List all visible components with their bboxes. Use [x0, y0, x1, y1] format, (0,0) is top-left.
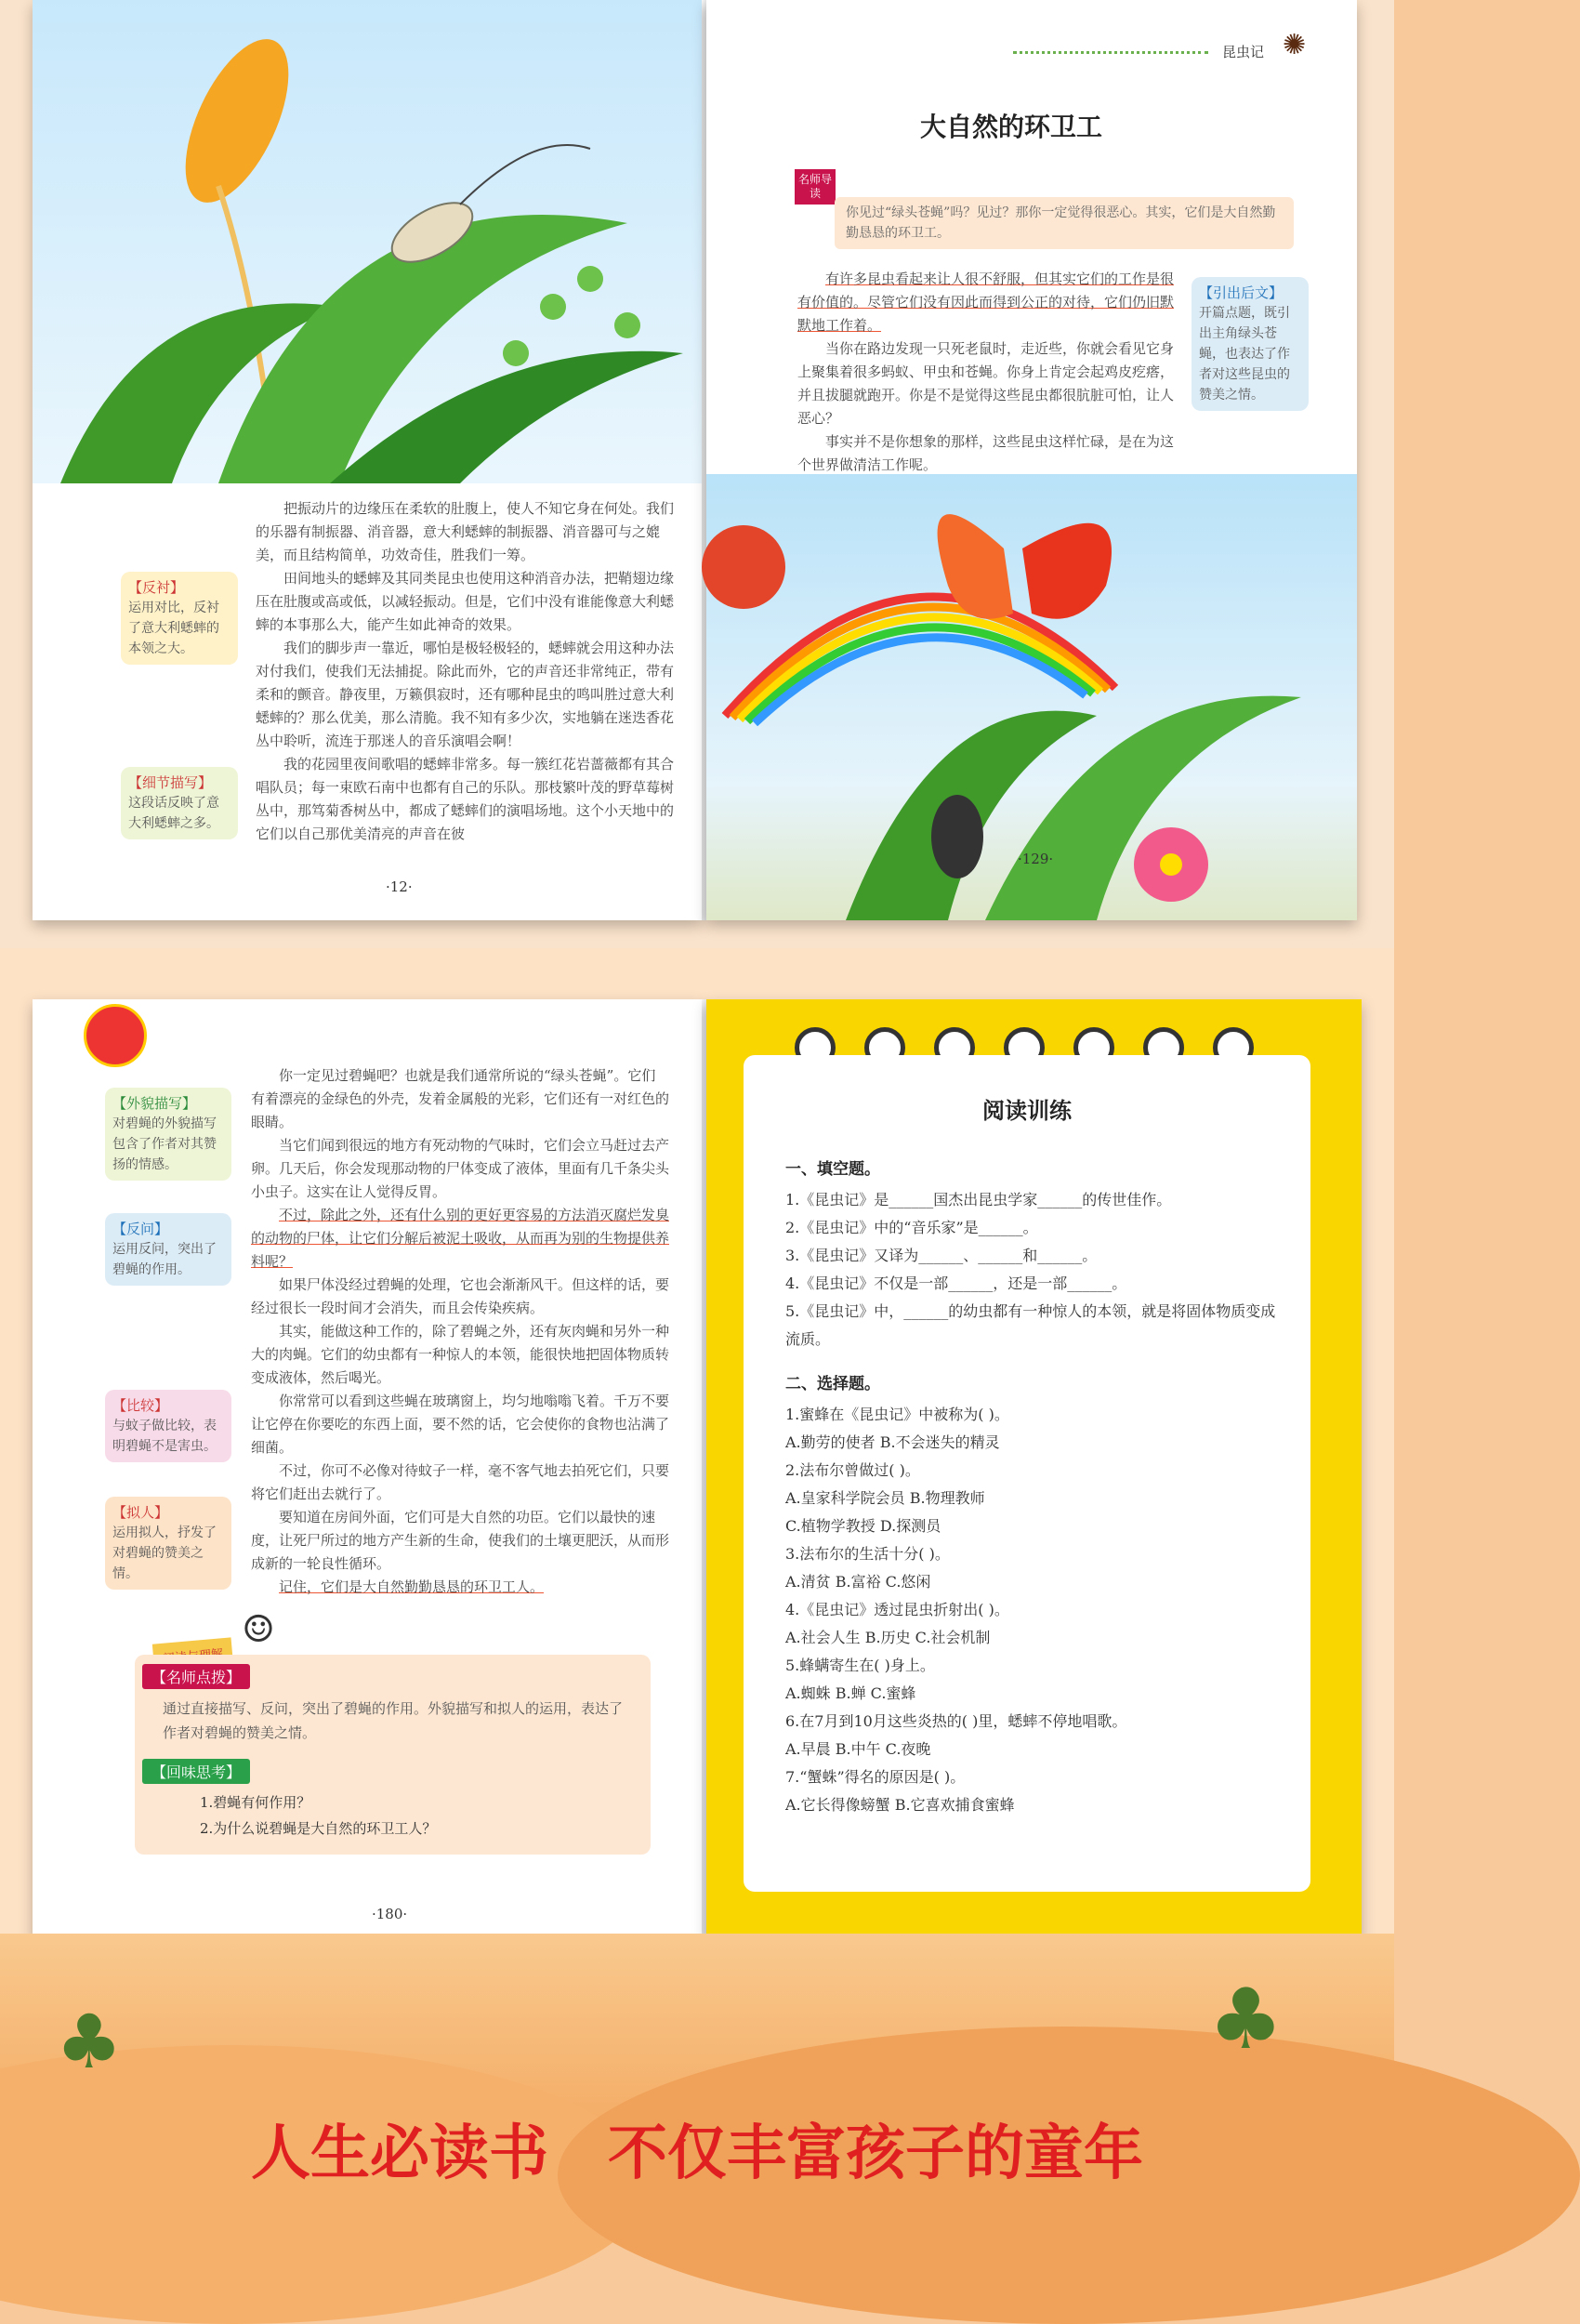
reflection-tag: 【回味思考】 — [142, 1759, 250, 1784]
page-number: ·180· — [372, 1906, 408, 1922]
quiz-question: 7.“蟹蛛”得名的原因是( )。 — [785, 1768, 966, 1786]
paragraph: 我的花园里夜间歌唱的蟋蟀非常多。每一簇红花岩蔷薇都有其合唱队员；每一束欧石南中也都有自己的乐队。那枝繁叶茂的野草莓树丛中，那笃菊香树丛中，都成了蟋蟀们的演唱场地。这个小天地中的它们以自己那优美清亮的声音在彼 — [256, 756, 675, 842]
quiz-option: C.植物学教授 D.探测员 — [785, 1517, 941, 1535]
quiz-question: 3.《昆虫记》又译为______、______和______。 — [785, 1247, 1098, 1264]
review-box — [135, 1655, 651, 1855]
quiz-option: A.皇家科学院会员 B.物理教师 — [785, 1489, 985, 1507]
note-title: 【引出后文】 — [1199, 284, 1284, 301]
header-dots — [1013, 51, 1208, 54]
desert-banner — [0, 1934, 1394, 2188]
top-right-body — [797, 268, 1178, 477]
top-left-page — [33, 0, 702, 920]
margin-note — [105, 1088, 231, 1181]
top-right-page — [706, 0, 1357, 920]
note-text: 这段话反映了意大利蟋蟀之多。 — [128, 796, 219, 831]
series-logo — [84, 1004, 147, 1067]
paragraph: 我们的脚步声一靠近，哪怕是极轻极轻的，蟋蟀就会用这种办法对付我们，使我们无法捕捉。除此而外，它的声音还非常纯正，带有柔和的颤音。静夜里，万籁俱寂时，还有哪种昆虫的鸣叫胜过意大利蟋蟀的？那么优美，那么清脆。我不知有多少次，实地躺在迷迭香花丛中聆听，流连于那迷人的音乐演唱会啊！ — [256, 640, 675, 749]
margin-note — [121, 572, 238, 665]
paragraph: 如果尸体没经过碧蝇的处理，它也会渐渐风干。但这样的话，要经过很长一段时间才会消失，而且会传染疾病。 — [251, 1276, 670, 1316]
note-text: 运用对比，反衬了意大利蟋蟀的本领之大。 — [128, 601, 219, 656]
bottom-left-body — [251, 1064, 669, 1599]
quiz-title: 阅读训练 — [982, 1097, 1072, 1124]
margin-note — [121, 767, 238, 839]
quiz-question: 2.《昆虫记》中的“音乐家”是______。 — [785, 1219, 1038, 1236]
teacher-tip-text: 通过直接描写、反问，突出了碧蝇的作用。外貌描写和拟人的运用，表达了作者对碧蝇的赞美之情。 — [163, 1700, 624, 1741]
bottom-left-page — [33, 999, 702, 1938]
quiz-question: 4.《昆虫记》透过昆虫折射出( )。 — [785, 1601, 1009, 1618]
quiz-option: A.清贫 B.富裕 C.悠闲 — [785, 1573, 931, 1591]
note-title: 【反衬】 — [128, 579, 185, 596]
note-text: 运用拟人，抒发了对碧蝇的赞美之情。 — [112, 1525, 217, 1581]
margin-note — [105, 1497, 231, 1590]
section-heading: 一、填空题。 — [785, 1160, 880, 1179]
quiz-question: 1.《昆虫记》是______国杰出昆虫学家______的传世佳作。 — [785, 1191, 1172, 1208]
underlined-text: 记住，它们是大自然勤勤恳恳的环卫工人。 — [279, 1578, 545, 1595]
page-number: ·129· — [1018, 851, 1054, 867]
note-title: 【比较】 — [112, 1397, 169, 1414]
quiz-question: 2.法布尔曾做过( )。 — [785, 1461, 920, 1479]
cricket-illustration — [33, 0, 702, 483]
paragraph: 你常常可以看到这些蝇在玻璃窗上，均匀地嗡嗡飞着。千万不要让它停在你要吃的东西上面，要不然的话，它会使你的食物也沾满了细菌。 — [251, 1393, 670, 1456]
quiz-body — [785, 1139, 1278, 1819]
margin-note — [105, 1213, 231, 1286]
note-title: 【细节描写】 — [128, 774, 213, 791]
quiz-question: 5.《昆虫记》中，______的幼虫都有一种惊人的本领，就是将固体物质变成流质。 — [785, 1302, 1276, 1348]
paragraph: 要知道在房间外面，它们可是大自然的功臣。它们以最快的速度，让死尸所过的地方产生新的生命，使我们的土壤更肥沃，从而形成新的一轮良性循环。 — [251, 1509, 670, 1572]
paragraph — [251, 1576, 669, 1599]
quiz-question: 3.法布尔的生活十分( )。 — [785, 1545, 950, 1563]
quiz-question: 6.在7月到10月这些炎热的( )里，蟋蟀不停地唱歌。 — [785, 1712, 1127, 1730]
note-title: 【反问】 — [112, 1221, 169, 1237]
paragraph: 事实并不是你想象的那样，这些昆虫这样忙碌，是在为这个世界做清洁工作呢。 — [797, 433, 1175, 473]
underlined-text: 不过，除此之外，还有什么别的更好更容易的方法消灭腐烂发臭的动物的尸体，让它们分解后被泥土吸收，从而再为别的生物提供养料呢？ — [251, 1207, 670, 1270]
reflection-item: 1.碧蝇有何作用？ — [200, 1794, 311, 1811]
article-title: 大自然的环卫工 — [920, 112, 1103, 142]
paragraph: 当它们闻到很远的地方有死动物的气味时，它们会立马赶过去产卵。几天后，你会发现那动物的尸体变成了液体，里面有几千条尖头小虫子。这实在让人觉得反胃。 — [251, 1137, 670, 1200]
quiz-option: A.勤劳的使者 B.不会迷失的精灵 — [785, 1433, 1000, 1451]
top-left-body — [256, 497, 675, 842]
note-text: 与蚊子做比较，表明碧蝇不是害虫。 — [112, 1419, 217, 1454]
margin-note — [105, 1390, 231, 1462]
page-number: ·12· — [386, 878, 413, 895]
teacher-guide-badge: 名师导读 — [795, 169, 836, 205]
header-title: 昆虫记 — [1222, 44, 1265, 60]
paragraph — [251, 1204, 669, 1274]
reflection-item: 2.为什么说碧蝇是大自然的环卫工人？ — [200, 1820, 437, 1837]
paragraph: 当你在路边发现一只死老鼠时，走近些，你就会看见它身上聚集着很多蚂蚁、甲虫和苍蝇。你身上肯定会起鸡皮疙瘩，并且拔腿就跑开。你是不是觉得这些昆虫都很肮脏可怕，让人恶心？ — [797, 340, 1175, 427]
margin-note — [1192, 277, 1309, 411]
paragraph: 不过，你可不必像对待蚊子一样，毫不客气地去拍死它们，只要将它们赶出去就行了。 — [251, 1462, 670, 1502]
paragraph: 田间地头的蟋蟀及其同类昆虫也使用这种消音办法，把鞘翅边缘压在肚腹或高或低，以减轻振动。但是，它们中没有谁能像意大利蟋蟀的本事那么大，能产生如此神奇的效果。 — [256, 570, 675, 633]
quiz-option: A.它长得像螃蟹 B.它喜欢捕食蜜蜂 — [785, 1796, 1015, 1814]
quiz-option: A.蜘蛛 B.蝉 C.蜜蜂 — [785, 1684, 916, 1702]
teacher-tip-tag: 【名师点拨】 — [142, 1664, 250, 1689]
quiz-card — [744, 1055, 1310, 1892]
note-title: 【拟人】 — [112, 1504, 169, 1521]
section-heading: 二、选择题。 — [785, 1375, 880, 1393]
quiz-option: A.社会人生 B.历史 C.社会机制 — [785, 1629, 991, 1646]
bottom-right-page — [706, 999, 1362, 1938]
quiz-question: 1.蜜蜂在《昆虫记》中被称为( )。 — [785, 1406, 1009, 1423]
palm-tree-icon: ♣ — [1208, 1971, 1284, 2068]
quiz-question: 5.蜂螨寄生在( )身上。 — [785, 1657, 935, 1674]
girl-icon: ☺ — [242, 1608, 275, 1651]
running-header — [1013, 29, 1348, 61]
note-title: 【外貌描写】 — [112, 1095, 197, 1112]
note-text: 对碧蝇的外貌描写包含了作者对其赞扬的情感。 — [112, 1116, 217, 1172]
note-text: 开篇点题，既引出主角绿头苍蝇，也表达了作者对这些昆虫的赞美之情。 — [1199, 306, 1290, 403]
palm-tree-icon: ♣ — [56, 1999, 123, 2085]
quiz-option: A.早晨 B.中午 C.夜晚 — [785, 1740, 931, 1758]
paragraph: 把振动片的边缘压在柔软的肚腹上，使人不知它身在何处。我们的乐器有制振器、消音器，意大利蟋蟀的制振器、消音器可与之媲美，而且结构简单，功效奇佳，胜我们一筹。 — [256, 500, 675, 563]
banner-slogan: 人生必读书 不仅丰富孩子的童年 — [251, 2119, 1143, 2188]
note-text: 运用反问，突出了碧蝇的作用。 — [112, 1242, 217, 1277]
underlined-text: 有许多昆虫看起来让人很不舒服，但其实它们的工作是很有价值的。尽管它们没有因此而得到公正的对待，它们仍旧默默地工作着。 — [797, 271, 1175, 334]
paragraph: 你一定见过碧蝇吧？也就是我们通常所说的“绿头苍蝇”。它们有着漂亮的金绿色的外壳，发着金属般的光彩，它们还有一对红色的眼睛。 — [251, 1067, 670, 1130]
paragraph — [797, 268, 1178, 337]
beetle-icon: ✺ — [1283, 29, 1307, 61]
quiz-question: 4.《昆虫记》不仅是一部______，还是一部______。 — [785, 1274, 1127, 1292]
intro-box: 你见过“绿头苍蝇”吗？见过？那你一定觉得很恶心。其实，它们是大自然勤勤恳恳的环卫工。 — [835, 197, 1294, 249]
paragraph: 其实，能做这种工作的，除了碧蝇之外，还有灰肉蝇和另外一种大的肉蝇。它们的幼虫都有一种惊人的本领，能很快地把固体物质转变成液体，然后喝光。 — [251, 1323, 670, 1386]
